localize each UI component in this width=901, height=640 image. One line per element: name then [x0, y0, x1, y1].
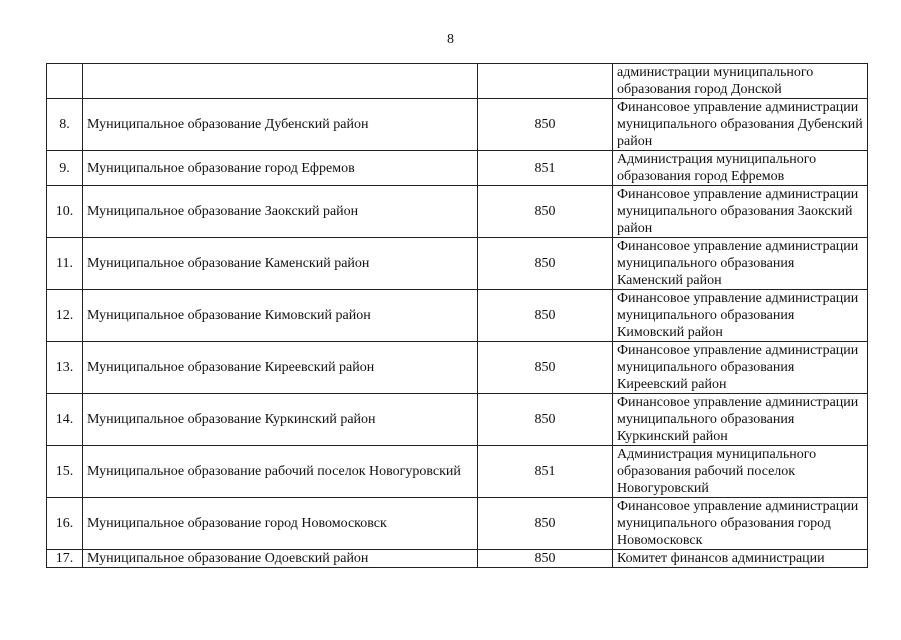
row-number-cell: 17.	[47, 550, 83, 568]
entity-name-cell: Муниципальное образование Каменский район	[83, 238, 478, 290]
entity-name-cell: Муниципальное образование Кимовский район	[83, 290, 478, 342]
table-row	[47, 99, 868, 151]
entity-name-cell	[83, 64, 478, 99]
row-number-cell: 11.	[47, 238, 83, 290]
code-cell: 850	[478, 394, 613, 446]
code-cell: 850	[478, 498, 613, 550]
organization-cell: Финансовое управление администрации муниципального образования Каменский район	[613, 238, 868, 290]
code-cell: 850	[478, 99, 613, 151]
entity-name-cell: Муниципальное образование Куркинский район	[83, 394, 478, 446]
row-number-cell: 15.	[47, 446, 83, 498]
organization-cell: Администрация муниципального образования город Ефремов	[613, 151, 868, 186]
entity-name-cell: Муниципальное образование город Новомосковск	[83, 498, 478, 550]
code-cell: 850	[478, 290, 613, 342]
row-number-cell: 12.	[47, 290, 83, 342]
table-row	[47, 498, 868, 550]
organization-cell: Администрация муниципального образования рабочий поселок Новогуровский	[613, 446, 868, 498]
entity-name-cell: Муниципальное образование Одоевский район	[83, 550, 478, 568]
organization-cell: Комитет финансов администрации	[613, 550, 868, 568]
table-row-continuation	[47, 64, 868, 99]
code-cell: 850	[478, 342, 613, 394]
entity-name-cell: Муниципальное образование рабочий поселок Новогуровский	[83, 446, 478, 498]
organization-cell: Финансовое управление администрации муниципального образования Кимовский район	[613, 290, 868, 342]
organization-cell: Финансовое управление администрации муниципального образования Киреевский район	[613, 342, 868, 394]
entity-name-cell: Муниципальное образование город Ефремов	[83, 151, 478, 186]
table-row	[47, 394, 868, 446]
organization-cell: администрации муниципального образования город Донской	[613, 64, 868, 99]
row-number-cell: 14.	[47, 394, 83, 446]
page-number: 8	[447, 32, 454, 47]
organization-cell: Финансовое управление администрации муниципального образования город Новомосковск	[613, 498, 868, 550]
table-row	[47, 446, 868, 498]
row-number-cell: 13.	[47, 342, 83, 394]
code-cell: 850	[478, 186, 613, 238]
organization-cell: Финансовое управление администрации муниципального образования Дубенский район	[613, 99, 868, 151]
code-cell: 851	[478, 151, 613, 186]
code-cell	[478, 64, 613, 99]
organization-cell: Финансовое управление администрации муниципального образования Куркинский район	[613, 394, 868, 446]
table-row	[47, 238, 868, 290]
entity-name-cell: Муниципальное образование Заокский район	[83, 186, 478, 238]
row-number-cell: 10.	[47, 186, 83, 238]
code-cell: 851	[478, 446, 613, 498]
entity-name-cell: Муниципальное образование Дубенский район	[83, 99, 478, 151]
table-row	[47, 290, 868, 342]
organization-cell: Финансовое управление администрации муниципального образования Заокский район	[613, 186, 868, 238]
table-row	[47, 151, 868, 186]
table-row	[47, 186, 868, 238]
table-row	[47, 550, 868, 568]
municipal-entities-table	[46, 63, 868, 568]
row-number-cell: 9.	[47, 151, 83, 186]
entity-name-cell: Муниципальное образование Киреевский район	[83, 342, 478, 394]
code-cell: 850	[478, 550, 613, 568]
code-cell: 850	[478, 238, 613, 290]
table-row	[47, 342, 868, 394]
row-number-cell	[47, 64, 83, 99]
row-number-cell: 8.	[47, 99, 83, 151]
row-number-cell: 16.	[47, 498, 83, 550]
